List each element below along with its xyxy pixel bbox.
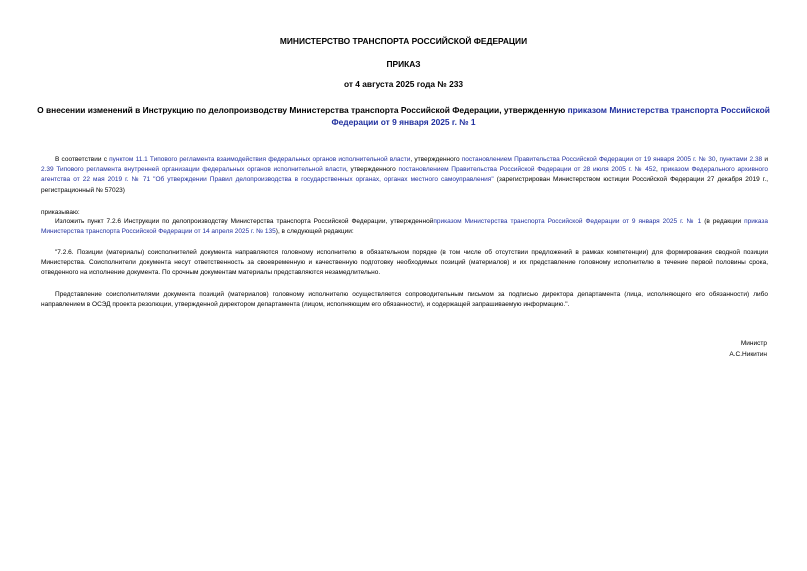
preamble-text-2: , утвержденного xyxy=(410,156,462,163)
link-typical-regulation-11-1[interactable]: пунктом 11.1 Типового регламента взаимодействия федеральных органов исполнительной власти xyxy=(109,156,411,163)
order-word: приказываю: xyxy=(41,209,80,216)
preamble-text-3: , xyxy=(715,156,720,163)
ministry-heading: МИНИСТЕРСТВО ТРАНСПОРТА РОССИЙСКОЙ ФЕДЕРАЦИИ xyxy=(279,36,528,46)
preamble-text-6: , xyxy=(656,166,661,174)
title-link-order-1[interactable]: приказом Министерства транспорта Российской Федерации от 9 января 2025 г. № 1 xyxy=(331,105,770,127)
link-points-2-38[interactable]: пунктами 2.38 xyxy=(719,156,763,163)
item-text-2: (в редакции xyxy=(701,218,745,225)
preamble-text-1: В соответствии с xyxy=(55,156,110,163)
link-order-1[interactable]: приказом Министерства транспорта Российской Федерации от 9 января 2025 г. № 1 xyxy=(433,218,702,225)
link-resolution-452[interactable]: постановлением Правительства Российской Федерации от 28 июля 2005 г. № 452 xyxy=(398,166,656,174)
link-resolution-30[interactable]: постановлением Правительства Российской Федерации от 19 января 2005 г. № 30 xyxy=(461,156,716,163)
order-date: от 4 августа 2025 года № 233 xyxy=(343,79,464,89)
item-text-1: Изложить пункт 7.2.6 Инструкции по делопроизводству Министерства транспорта Российской Федерации, утвержденной xyxy=(55,218,434,225)
signature-name: А.С.Никитин xyxy=(729,351,767,358)
title-text: О внесении изменений в Инструкцию по делопроизводству Министерства транспорта Российской Федерации, утвержденную xyxy=(37,105,568,115)
link-archive-order-71[interactable]: приказом Федерального архивного агентства от 22 мая 2019 г. № 71 "Об утверждении Правил делопроизводства в государственных органах, органах местного самоуправления" xyxy=(41,166,769,184)
link-points-2-39[interactable]: 2.39 Типового регламента внутренней организации федеральных органов исполнительной власти xyxy=(41,166,347,174)
preamble-paragraph xyxy=(41,155,768,196)
order-heading: ПРИКАЗ xyxy=(386,59,421,69)
preamble-text-7: (зарегистрирован Министерством юстиции Российской Федерации 27 декабря 2019 г., регистрационный № 57023) xyxy=(41,176,768,194)
quote-paragraph-1: "7.2.6. Позиции (материалы) соисполнителей документа направляются головному исполнителю в обязательном порядке (в том числе об отсутствии предложений в рамках компетенции) для формирования сводной позиции Министерства. Соисполнители документа несут ответственность за своевременную и качественную подготовку необходимых позиций (материалов) и их представление головному исполнителю в течение первой половины срока, отведенного на исполнение документа. По срочным документам материалы представляются незамедлительно. xyxy=(41,249,768,277)
signature-position: Министр xyxy=(740,340,767,347)
item-paragraph xyxy=(41,217,768,237)
preamble-text-4: и xyxy=(762,156,768,163)
quote-paragraph-2: Представление соисполнителями документа позиций (материалов) головному исполнителю осуществляется сопроводительным письмом за подписью директора департамента (лица, исполняющего его обязанности) либо направлением в ОСЭД проекта резолюции, утвержденной директором департамента (лицом, исполняющим его обязанности), и содержащей запрашиваемую информацию.". xyxy=(41,291,768,309)
item-text-3: ), в следующей редакции: xyxy=(275,228,354,236)
document-title xyxy=(36,105,771,128)
link-order-135[interactable]: приказа Министерства транспорта Российской Федерации от 14 апреля 2025 г. № 135 xyxy=(41,218,769,236)
preamble-text-5: , утвержденного xyxy=(346,166,399,174)
